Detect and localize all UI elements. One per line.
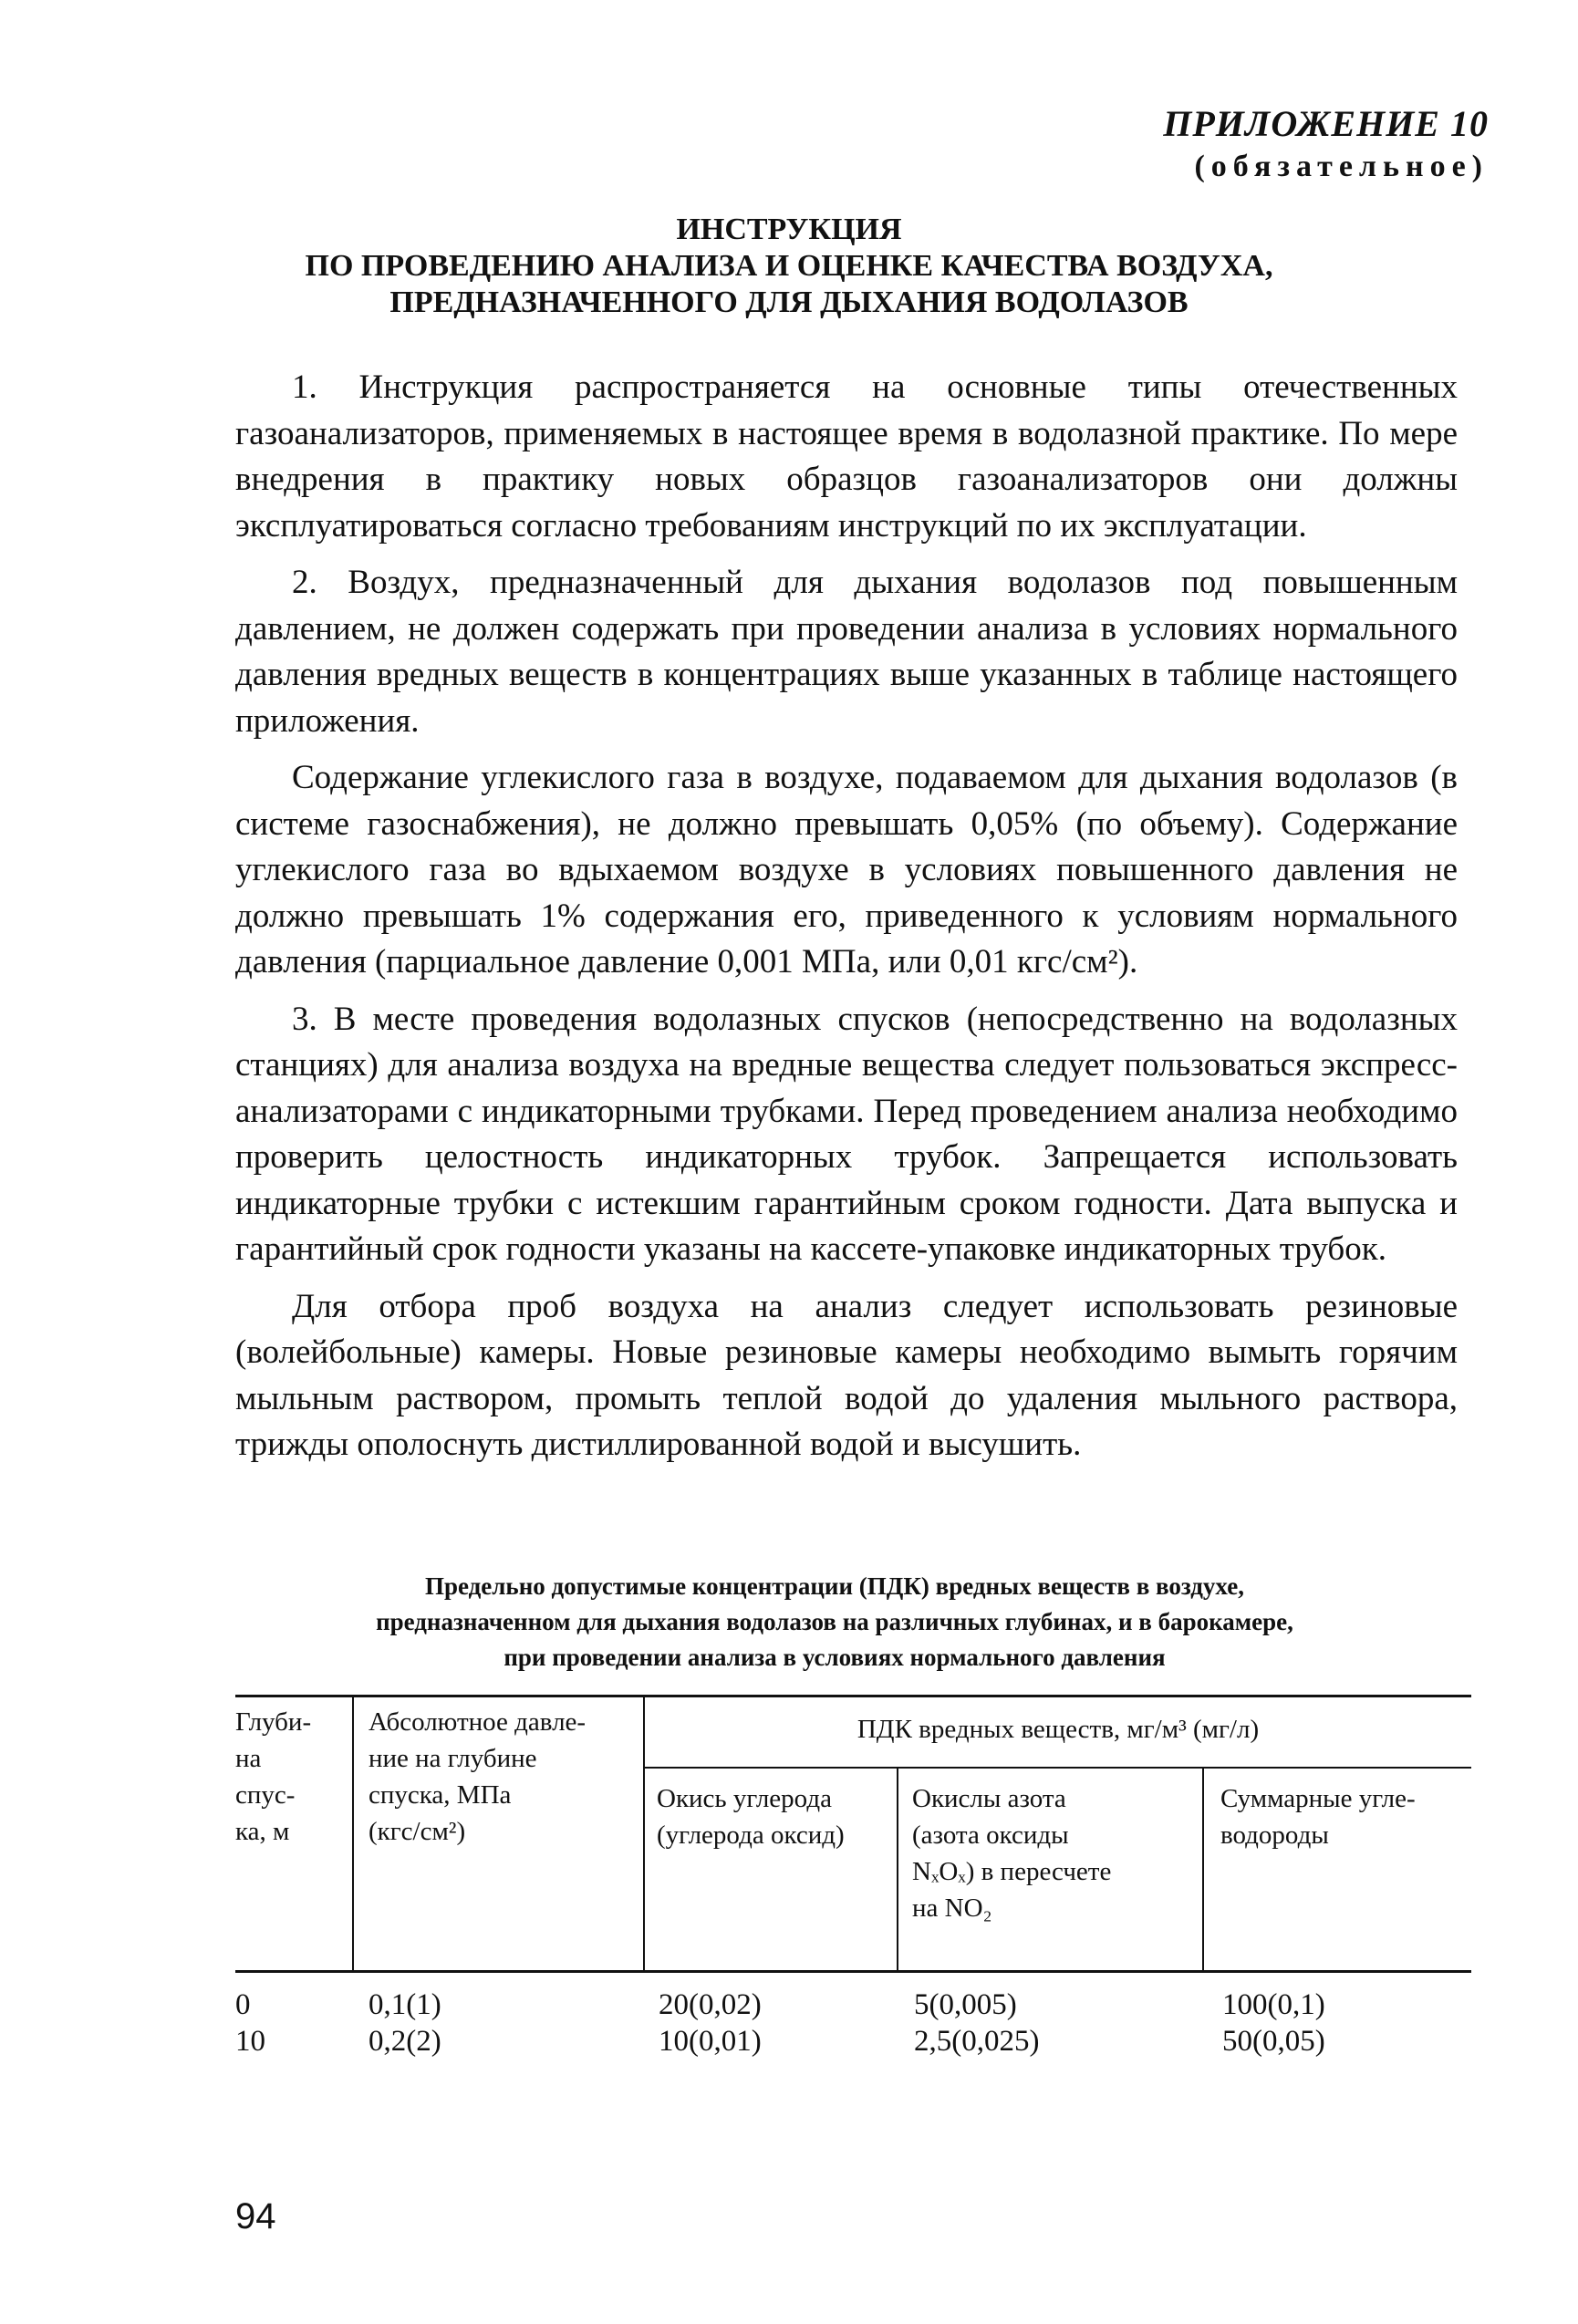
header-pressure — [369, 1704, 638, 1850]
paragraph-4: 3. В месте проведения водолазных спусков (непосредственно на водолазных станциях) для анализа воздуха на вредные вещества следует пользоваться экспресс-анализаторами с индикаторными трубками. Перед проведением анализа необходимо проверить целостность индикаторных трубок. Запрещается использовать индикаторные трубки с истекшим гарантийным сроком годности. Дата выпуска и гарантийный срок годности указаны на кассете-упаковке индикаторных трубок. — [235, 1000, 1458, 1268]
table-row-0-co: 20(0,02) — [659, 1988, 762, 2021]
header-pressure-line: (кгс/см²) — [369, 1817, 466, 1846]
header-hydrocarbons-line: Суммарные угле- — [1220, 1784, 1416, 1813]
heading-line-1: ИНСТРУКЦИЯ — [676, 213, 902, 246]
body-text — [235, 365, 1458, 1479]
table-top-rule — [235, 1695, 1471, 1697]
header-depth-line: ка, м — [235, 1817, 290, 1846]
header-depth-line: Глуби- — [235, 1707, 312, 1737]
table-caption-line-3: при проведении анализа в условиях нормального давления — [504, 1644, 1166, 1671]
document-heading — [228, 212, 1350, 321]
paragraph-3: Содержание углекислого газа в воздухе, подаваемом для дыхания водолазов (в системе газоснабжения), не должно превышать 0,05% (по объему). Содержание углекислого газа во вдыхаемом воздухе в условиях повышенного давления не должно превышать 1% содержания его, приведенного к условиям нормального давления (парциальное давление 0,001 МПа, или 0,01 кгс/см²). — [235, 759, 1458, 980]
table-row-0-hc: 100(0,1) — [1222, 1988, 1325, 2021]
page-number: 94 — [235, 2196, 276, 2236]
header-hydrocarbons-line: водороды — [1220, 1821, 1329, 1850]
table-row-1-pressure: 0,2(2) — [369, 2025, 441, 2058]
heading-line-2: ПО ПРОВЕДЕНИЮ АНАЛИЗА И ОЦЕНКЕ КАЧЕСТВА ВОЗДУХА, — [305, 249, 1273, 283]
paragraph-2: 2. Воздух, предназначенный для дыхания водолазов под повышенным давлением, не должен содержать при проведении анализа в условиях нормального давления вредных веществ в концентрациях выше указанных в таблице настоящего приложения. — [235, 564, 1458, 740]
header-nox-line: на NO₂ — [912, 1893, 992, 1923]
header-nox-line: Окислы азота — [912, 1784, 1066, 1813]
header-pressure-line: Абсолютное давле- — [369, 1707, 587, 1737]
table-caption-line-2: предназначенном для дыхания водолазов на различных глубинах, и в барокамере, — [376, 1608, 1293, 1635]
header-pressure-line: спуска, МПа — [369, 1780, 512, 1810]
header-co — [657, 1780, 894, 1853]
header-nox-line: (азота оксиды — [912, 1821, 1069, 1850]
table-caption — [228, 1569, 1441, 1676]
table-col-divider-3 — [897, 1767, 898, 1970]
table-row-1-co: 10(0,01) — [659, 2025, 762, 2058]
heading-line-3: ПРЕДНАЗНАЧЕННОГО ДЛЯ ДЫХАНИЯ ВОДОЛАЗОВ — [389, 285, 1189, 319]
header-nox — [912, 1780, 1197, 1926]
appendix-label: ПРИЛОЖЕНИЕ 10 — [1163, 103, 1489, 144]
header-pdk-group: ПДК вредных веществ, мг/м³ (мг/л) — [856, 1715, 1260, 1744]
header-depth — [235, 1704, 348, 1850]
table-row-1-hc: 50(0,05) — [1222, 2025, 1325, 2058]
table-col-divider-1 — [352, 1695, 354, 1970]
header-hydrocarbons — [1220, 1780, 1467, 1853]
table-row-1-nox: 2,5(0,025) — [914, 2025, 1040, 2058]
paragraph-1: 1. Инструкция распространяется на основные типы отечественных газоанализаторов, применяемых в настоящее время в водолазной практике. По мере внедрения в практику новых образцов газоанализаторов они должны эксплуатироваться согласно требованиям инструкций по их эксплуатации. — [235, 368, 1458, 545]
table-header-bottom-rule — [235, 1970, 1471, 1973]
table-caption-line-1: Предельно допустимые концентрации (ПДК) вредных веществ в воздухе, — [424, 1572, 1244, 1600]
header-pressure-line: ние на глубине — [369, 1744, 537, 1773]
header-nox-line: NₓOₓ) в пересчете — [912, 1857, 1112, 1886]
table-col-divider-4 — [1202, 1767, 1204, 1970]
header-co-line: Окись углерода — [657, 1784, 832, 1813]
table-pdk-group-rule — [643, 1767, 1471, 1769]
appendix-note: (обязательное) — [1194, 150, 1489, 183]
header-depth-line: на — [235, 1744, 262, 1773]
paragraph-5: Для отбора проб воздуха на анализ следует использовать резиновые (волейбольные) камеры. Новые резиновые камеры необходимо вымыть горячим мыльным раствором, промыть теплой водой до удаления мыльного раствора, трижды ополоснуть дистиллированной водой и высушить. — [235, 1287, 1458, 1463]
table-row-0-depth: 0 — [235, 1988, 251, 2021]
table-row-0-pressure: 0,1(1) — [369, 1988, 441, 2021]
header-co-line: (углерода оксид) — [657, 1821, 845, 1850]
header-depth-line: спус- — [235, 1780, 296, 1810]
table-row-1-depth: 10 — [235, 2025, 265, 2058]
table-row-0-nox: 5(0,005) — [914, 1988, 1017, 2021]
